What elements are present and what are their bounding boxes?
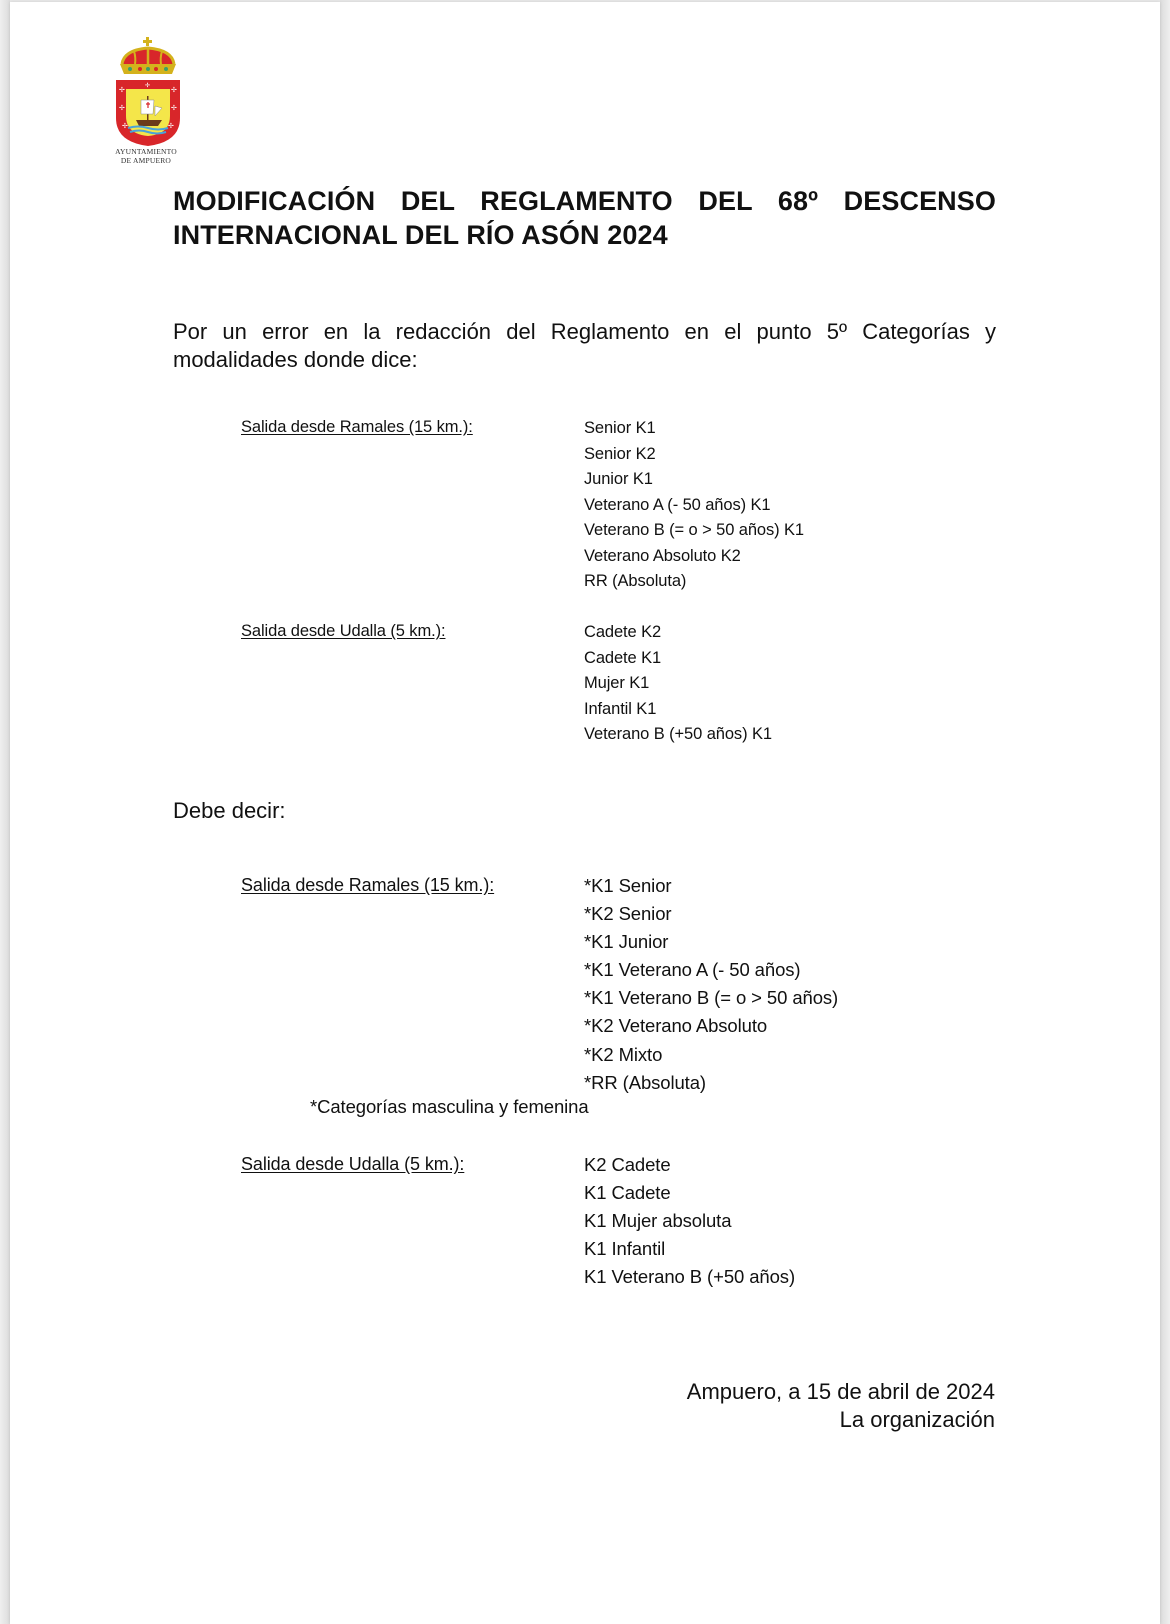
list-item: Senior K2: [584, 444, 656, 463]
logo-caption-line1: AYUNTAMIENTO: [115, 147, 177, 156]
new-ramales-label: Salida desde Ramales (15 km.):: [241, 875, 495, 895]
list-item: *K1 Veterano A (- 50 años): [584, 959, 801, 981]
categories-note: *Categorías masculina y femenina: [310, 1096, 589, 1117]
list-item: Cadete K1: [584, 648, 662, 667]
list-item: *K1 Senior: [584, 875, 672, 896]
list-item: *K2 Veterano Absoluto: [584, 1015, 768, 1037]
intro-line2: modalidades donde dice:: [173, 347, 418, 372]
logo-caption-line2: DE AMPUERO: [120, 156, 172, 165]
svg-text:✢: ✢: [171, 86, 177, 94]
debe-decir-heading: Debe decir:: [173, 798, 286, 823]
svg-text:✢: ✢: [119, 104, 125, 112]
list-item: *K1 Junior: [584, 931, 669, 953]
list-item: *RR (Absoluta): [584, 1071, 706, 1093]
list-item: Infantil K1: [584, 699, 657, 718]
list-item: *K2 Mixto: [584, 1043, 663, 1065]
signature-block: [687, 1378, 995, 1434]
new-udalla-list: [584, 1151, 795, 1291]
list-item: Veterano B (= o > 50 años) K1: [584, 521, 805, 539]
old-udalla-label: Salida desde Udalla (5 km.):: [241, 622, 446, 640]
old-udalla-list: [584, 620, 772, 748]
new-udalla-label: Salida desde Udalla (5 km.):: [241, 1154, 465, 1174]
list-item: Veterano B (+50 años) K1: [584, 725, 772, 743]
svg-text:✢: ✢: [122, 122, 128, 130]
list-item: Mujer K1: [584, 674, 650, 692]
list-item: Cadete K2: [584, 623, 662, 641]
place-date: Ampuero, a 15 de abril de 2024: [686, 1379, 995, 1404]
svg-text:✢: ✢: [168, 122, 174, 130]
svg-text:✢: ✢: [171, 104, 177, 112]
title-line2: INTERNACIONAL DEL RÍO ASÓN 2024: [173, 220, 668, 250]
list-item: *K1 Veterano B (= o > 50 años): [584, 987, 839, 1009]
list-item: Junior K1: [584, 470, 653, 488]
list-item: K1 Cadete: [584, 1182, 671, 1204]
list-item: Senior K1: [584, 419, 656, 437]
viewer-right-edge: [1160, 0, 1170, 1624]
list-item: Veterano Absoluto K2: [584, 546, 741, 565]
list-item: Veterano A (- 50 años) K1: [584, 495, 771, 514]
svg-text:✢: ✢: [119, 86, 125, 94]
list-item: K1 Infantil: [584, 1238, 666, 1260]
list-item: RR (Absoluta): [584, 572, 687, 590]
title-line1: MODIFICACIÓN DEL REGLAMENTO DEL 68º DESCENSO: [173, 186, 996, 216]
svg-text:✢: ✢: [145, 82, 151, 89]
intro-line1: Por un error en la redacción del Reglamento en el punto 5º Categorías y: [173, 319, 996, 344]
signature: La organización: [839, 1407, 995, 1432]
old-ramales-list: [584, 416, 804, 595]
list-item: K1 Veterano B (+50 años): [584, 1266, 796, 1288]
logo-caption: [96, 147, 196, 165]
viewer-left-edge: [0, 0, 10, 1624]
old-ramales-label: Salida desde Ramales (15 km.):: [241, 418, 473, 436]
list-item: K2 Cadete: [584, 1154, 671, 1175]
list-item: K1 Mujer absoluta: [584, 1210, 732, 1232]
new-ramales-list: [584, 872, 838, 1097]
intro-paragraph: [173, 318, 996, 374]
document-title: [173, 184, 996, 252]
list-item: *K2 Senior: [584, 903, 672, 925]
